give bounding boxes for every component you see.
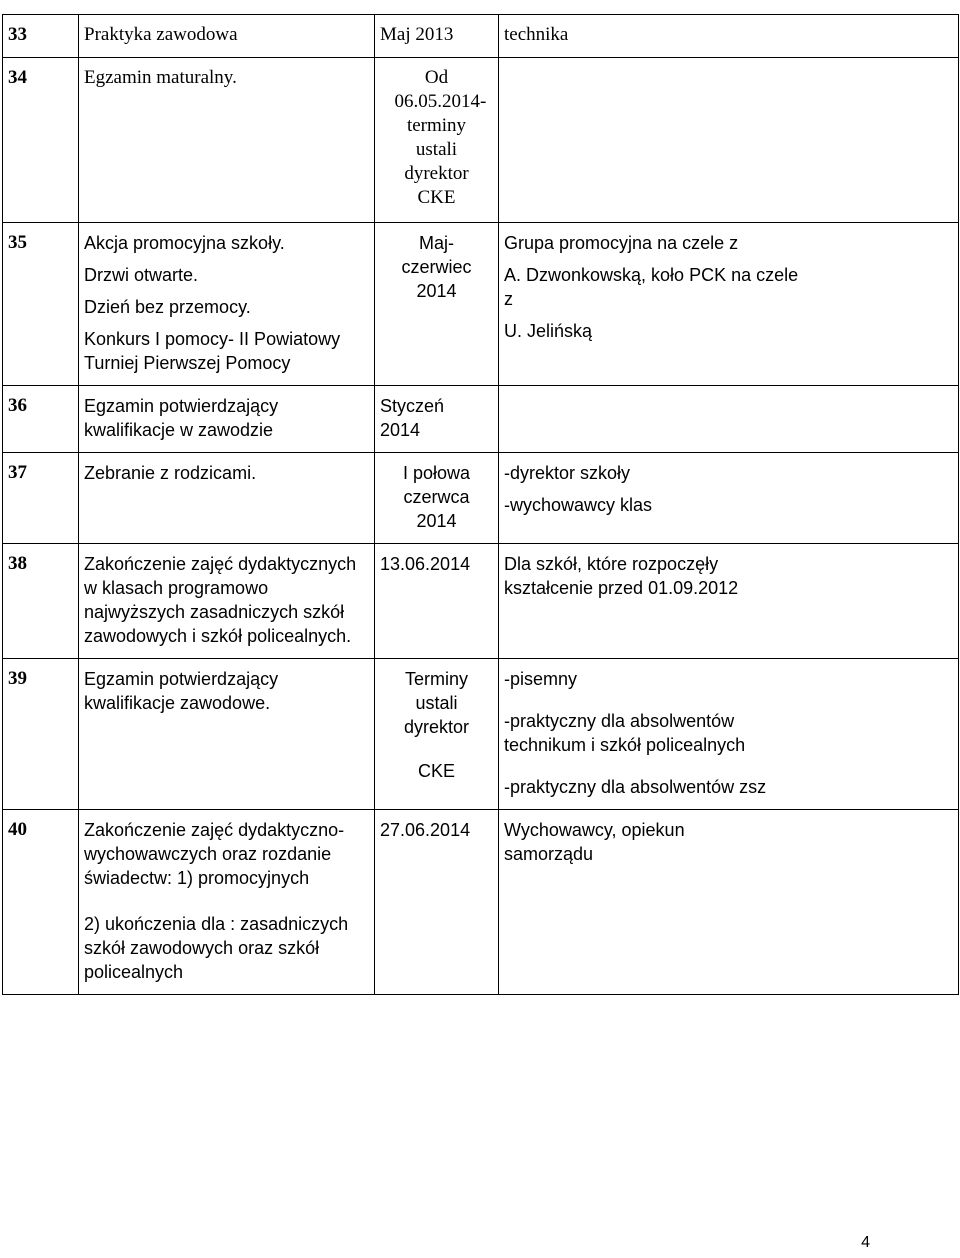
row-number: 34: [3, 58, 79, 223]
event-name: Akcja promocyjna szkoły. Drzwi otwarte. Dzień bez przemocy. Konkurs I pomocy- II Powiatowy Turniej Pierwszej Pomocy: [79, 223, 375, 386]
event-responsible: -dyrektor szkoły -wychowawcy klas: [499, 453, 959, 544]
row-number: 33: [3, 15, 79, 58]
table-row: [3, 15, 959, 58]
event-name: Egzamin potwierdzający kwalifikacje zawodowe.: [79, 659, 375, 810]
table-row: [3, 223, 959, 386]
event-date: Styczeń 2014: [375, 386, 499, 453]
event-date: Terminy ustali dyrektor CKE: [375, 659, 499, 810]
event-responsible: Grupa promocyjna na czele z A. Dzwonkowską, koło PCK na czele z U. Jelińską: [499, 223, 959, 386]
event-date: 27.06.2014: [375, 810, 499, 995]
event-name: Egzamin potwierdzający kwalifikacje w zawodzie: [79, 386, 375, 453]
table-row: [3, 659, 959, 810]
event-responsible: [499, 386, 959, 453]
row-number: 40: [3, 810, 79, 995]
event-date: Od 06.05.2014- terminy ustali dyrektor CKE: [375, 58, 499, 223]
event-responsible: -pisemny -praktyczny dla absolwentów technikum i szkół policealnych -praktyczny dla absolwentów zsz: [499, 659, 959, 810]
row-number: 38: [3, 544, 79, 659]
row-number: 36: [3, 386, 79, 453]
event-name: Zakończenie zajęć dydaktycznych w klasach programowo najwyższych zasadniczych szkół zawodowych i szkół policealnych.: [79, 544, 375, 659]
event-responsible: [499, 58, 959, 223]
event-date: Maj- czerwiec 2014: [375, 223, 499, 386]
row-number: 37: [3, 453, 79, 544]
schedule-table: [2, 14, 959, 995]
table-row: [3, 810, 959, 995]
page-number: 4: [861, 1234, 870, 1251]
table-row: [3, 386, 959, 453]
row-number: 39: [3, 659, 79, 810]
event-responsible: technika: [499, 15, 959, 58]
event-date: 13.06.2014: [375, 544, 499, 659]
event-name: Praktyka zawodowa: [79, 15, 375, 58]
event-name: Egzamin maturalny.: [79, 58, 375, 223]
event-responsible: Dla szkół, które rozpoczęły kształcenie przed 01.09.2012: [499, 544, 959, 659]
event-name: Zebranie z rodzicami.: [79, 453, 375, 544]
event-name: Zakończenie zajęć dydaktyczno-wychowawczych oraz rozdanie świadectw: 1) promocyjnych 2) ukończenia dla : zasadniczych szkół zawodowych oraz szkół policealnych: [79, 810, 375, 995]
table-row: [3, 58, 959, 223]
table-row: [3, 453, 959, 544]
event-responsible: Wychowawcy, opiekun samorządu: [499, 810, 959, 995]
event-date: I połowa czerwca 2014: [375, 453, 499, 544]
table-row: [3, 544, 959, 659]
row-number: 35: [3, 223, 79, 386]
event-date: Maj 2013: [375, 15, 499, 58]
